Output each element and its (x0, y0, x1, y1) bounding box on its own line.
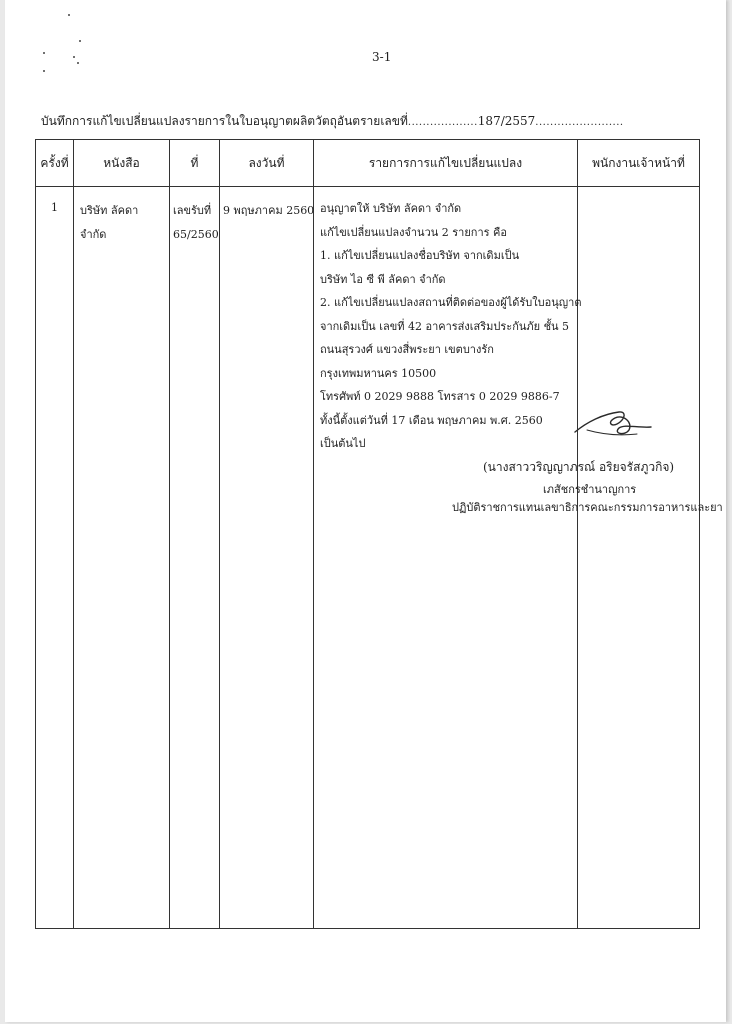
detail-line: ถนนสุรวงศ์ แขวงสี่พระยา เขตบางรัก (320, 343, 494, 356)
heading-leader: ........................ (535, 117, 624, 128)
scan-speck (77, 62, 79, 64)
ref-line: 65/2560 (173, 228, 219, 241)
scan-speck (43, 70, 45, 72)
signatory-name: (นางสาววริญญาภรณ์ อริยจรัสภูวกิจ) (483, 460, 675, 474)
document-page (5, 0, 726, 1022)
header-letter: หนังสือ (74, 140, 170, 187)
table-header-row (36, 140, 700, 187)
detail-line: 1. แก้ไขเปลี่ยนแปลงชื่อบริษัท จากเดิมเป็น (320, 249, 520, 262)
amendment-table (35, 139, 700, 929)
page-number: 3-1 (372, 50, 392, 64)
license-number: 187/2557 (477, 114, 536, 128)
scan-speck (79, 40, 81, 42)
header-no: ครั้งที่ (36, 140, 74, 187)
header-date: ลงวันที่ (220, 140, 314, 187)
heading-text: บันทึกการแก้ไขเปลี่ยนแปลงรายการในใบอนุญาตผลิตวัตถุอันตรายเลขที่ (41, 114, 408, 128)
scan-speck (43, 52, 45, 54)
header-officer: พนักงานเจ้าหน้าที่ (578, 140, 700, 187)
document-heading (41, 112, 624, 131)
table-row (36, 187, 700, 929)
scan-speck (68, 14, 70, 16)
detail-line: 2. แก้ไขเปลี่ยนแปลงสถานที่ติดต่อของผู้ได้รับใบอนุญาต (320, 296, 582, 309)
cell-date (220, 187, 314, 929)
detail-line: กรุงเทพมหานคร 10500 (320, 366, 437, 380)
cell-ref (170, 187, 220, 929)
detail-line: เป็นต้นไป (320, 437, 366, 450)
cell-no: 1 (36, 187, 74, 929)
detail-line: โทรศัพท์ 0 2029 9888 โทรสาร 0 2029 9886-7 (320, 390, 560, 403)
detail-line: บริษัท ไอ ซี พี ลัคดา จำกัด (320, 272, 446, 286)
signatory-role: ปฏิบัติราชการแทนเลขาธิการคณะกรรมการอาหารและยา (452, 501, 723, 514)
signatory-position: เภสัชกรชำนาญการ (543, 483, 637, 496)
heading-leader: ................... (407, 117, 478, 128)
cell-letter (74, 187, 170, 929)
cell-officer (578, 187, 700, 929)
header-details: รายการการแก้ไขเปลี่ยนแปลง (314, 140, 578, 187)
detail-line: อนุญาตให้ บริษัท ลัคดา จำกัด (320, 202, 462, 215)
letter-line: บริษัท ลัคดา (80, 204, 139, 217)
detail-line: ทั้งนี้ตั้งแต่วันที่ 17 เดือน พฤษภาคม พ.ศ. 2560 (320, 413, 543, 427)
detail-line: แก้ไขเปลี่ยนแปลงจำนวน 2 รายการ คือ (320, 225, 507, 239)
ref-line: เลขรับที่ (173, 204, 212, 217)
header-ref: ที่ (170, 140, 220, 187)
letter-line: จำกัด (80, 228, 107, 241)
date-text: 9 พฤษภาคม 2560 (223, 204, 315, 217)
detail-line: จากเดิมเป็น เลขที่ 42 อาคารส่งเสริมประกันภัย ชั้น 5 (320, 319, 570, 333)
scan-speck (73, 56, 75, 58)
handwritten-signature (567, 400, 667, 450)
